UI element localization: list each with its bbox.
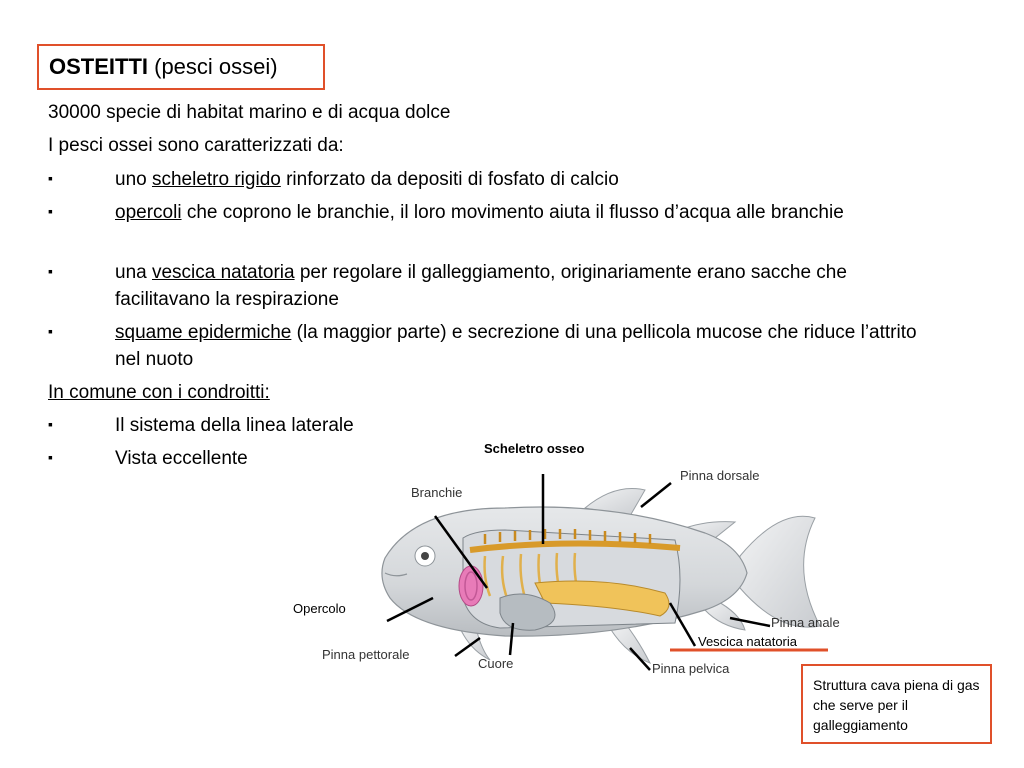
bullet-underlined: scheletro rigido [151,169,281,190]
label-pettorale: Pinna pettorale [322,647,410,662]
title-bold: OSTEITTI [49,54,148,79]
bullet-text-1 [115,166,955,193]
label-dorsale: Pinna dorsale [680,468,760,483]
tail-fin [740,516,820,627]
bullet-post: (la maggior parte) e secrezione di una pellicola mucose che riduce l’attrito nel nuoto [115,322,917,370]
bullet-marker: ▪ [48,449,53,465]
bullet-marker: ▪ [48,323,53,339]
bullet-marker: ▪ [48,203,53,219]
intro-line-2: I pesci ossei sono caratterizzati da: [48,135,344,156]
common-bullet-2: Vista eccellente [115,448,248,469]
title-box [37,44,325,90]
info-box: Struttura cava piena di gas che serve per il galleggiamento [801,664,992,744]
label-vescica: Vescica natatoria [698,634,798,649]
bullet-text-4 [115,319,945,373]
bullet-pre: uno [115,169,152,190]
common-bullet-1: Il sistema della linea laterale [115,415,354,436]
bullet-post: che coprono le branchie, il loro movimento aiuta il flusso d’acqua alle branchie [181,202,844,223]
label-anale: Pinna anale [771,615,840,630]
bullet-pre: una [115,262,152,283]
label-pelvica: Pinna pelvica [652,661,730,676]
label-opercolo: Opercolo [293,601,346,616]
bullet-post: rinforzato da depositi di fosfato di calcio [280,169,619,190]
common-heading: In comune con i condroitti: [48,382,270,403]
label-scheletro: Scheletro osseo [484,441,585,456]
bullet-marker: ▪ [48,416,53,432]
bullet-text-2 [115,199,905,226]
bullet-marker: ▪ [48,263,53,279]
label-cuore: Cuore [478,656,514,671]
bullet-underlined: squame epidermiche [115,322,292,343]
intro-line-1: 30000 specie di habitat marino e di acqua dolce [48,102,451,123]
bullet-text-3 [115,259,885,313]
bullet-underlined: vescica natatoria [151,262,295,283]
title-rest: (pesci ossei) [148,54,278,79]
bullet-post: per regolare il galleggiamento, originariamente erano sacche che facilitavano la respirazione [115,262,847,310]
label-branchie: Branchie [411,485,463,500]
bullet-underlined: opercoli [115,202,182,223]
bullet-marker: ▪ [48,170,53,186]
